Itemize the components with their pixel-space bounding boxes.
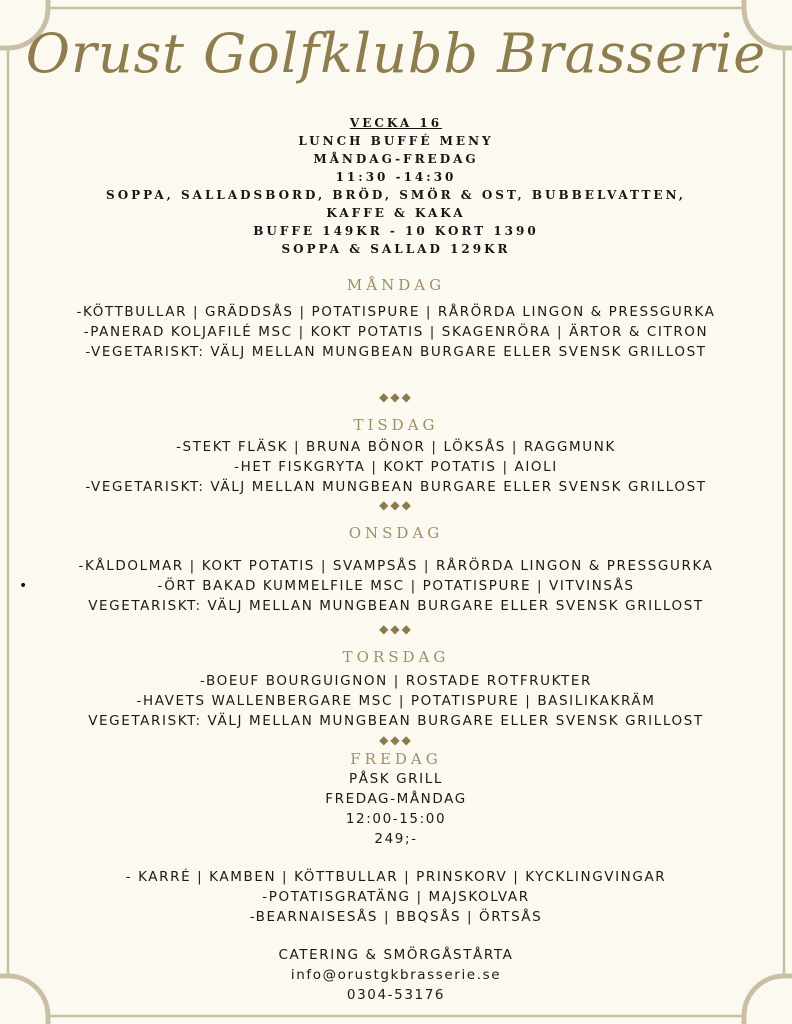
menu-item: -BEARNAISESÅS | BBQSÅS | ÖRTSÅS (249, 909, 543, 925)
wednesday-menu (0, 556, 792, 616)
menu-item: VEGETARISKT: VÄLJ MELLAN MUNGBEAN BURGARE ELLER SVENSK GRILLOST (88, 598, 704, 614)
catering-label: CATERING & SMÖRGÅSTÅRTA (278, 947, 514, 963)
day-heading-friday: FREDAG (350, 750, 442, 768)
thursday-menu (0, 671, 792, 731)
menu-item: -ÖRT BAKAD KUMMELFILE MSC | POTATISPURE | VITVINSÅS (157, 578, 635, 594)
menu-item: -POTATISGRATÄNG | MAJSKOLVAR (262, 889, 530, 905)
day-heading-tuesday: TISDAG (353, 416, 439, 434)
day-heading-wednesday: ONSDAG (348, 524, 444, 542)
contact-footer (0, 945, 792, 1005)
header-line: KAFFE & KAKA (326, 206, 466, 220)
friday-intro-line: 249;- (374, 831, 418, 847)
header-line: SOPPA, SALLADSBORD, BRÖD, SMÖR & OST, BUBBELVATTEN, (106, 188, 686, 202)
restaurant-title: Orust Golfklubb Brasserie (25, 22, 767, 85)
menu-item: - KARRÉ | KAMBEN | KÖTTBULLAR | PRINSKORV | KYCKLINGVINGAR (125, 869, 667, 885)
menu-item: -PANERAD KOLJAFILÉ MSC | KOKT POTATIS | SKAGENRÖRA | ÄRTOR & CITRON (83, 324, 709, 340)
friday-intro (0, 769, 792, 849)
header-line: LUNCH BUFFÉ MENY (298, 134, 494, 148)
menu-item: -KÖTTBULLAR | GRÄDDSÅS | POTATISPURE | RÅRÖRDA LINGON & PRESSGURKA (76, 304, 716, 320)
week-label: VECKA 16 (349, 116, 443, 130)
tuesday-menu (0, 437, 792, 497)
friday-menu (0, 867, 792, 927)
phone-number: 0304-53176 (346, 987, 446, 1003)
friday-intro-line: PÅSK GRILL (349, 771, 443, 787)
friday-intro-line: 12:00-15:00 (345, 811, 447, 827)
menu-item: -BOEUF BOURGUIGNON | ROSTADE ROTFRUKTER (199, 673, 593, 689)
divider-diamonds: ◆◆◆ (379, 498, 413, 512)
email-link[interactable]: info@orustgkbrasserie.se (290, 967, 502, 983)
list-bullet: • (19, 578, 28, 594)
menu-item: -HAVETS WALLENBERGARE MSC | POTATISPURE | BASILIKAKRÄM (136, 693, 656, 709)
day-heading-thursday: TORSDAG (342, 648, 450, 666)
header-line: BUFFE 149KR - 10 KORT 1390 (253, 224, 539, 238)
divider-diamonds: ◆◆◆ (379, 390, 413, 404)
header-line: 11:30 -14:30 (335, 170, 457, 184)
menu-item: -VEGETARISKT: VÄLJ MELLAN MUNGBEAN BURGARE ELLER SVENSK GRILLOST (85, 479, 707, 495)
header-line: MÅNDAG-FREDAG (313, 152, 479, 166)
menu-header (0, 114, 792, 258)
header-line: SOPPA & SALLAD 129KR (281, 242, 511, 256)
menu-item: VEGETARISKT: VÄLJ MELLAN MUNGBEAN BURGARE ELLER SVENSK GRILLOST (88, 713, 704, 729)
monday-menu (0, 302, 792, 362)
menu-item: -VEGETARISKT: VÄLJ MELLAN MUNGBEAN BURGARE ELLER SVENSK GRILLOST (85, 344, 707, 360)
friday-intro-line: FREDAG-MÅNDAG (325, 791, 467, 807)
divider-diamonds: ◆◆◆ (379, 622, 413, 636)
menu-item: -KÅLDOLMAR | KOKT POTATIS | SVAMPSÅS | RÅRÖRDA LINGON & PRESSGURKA (78, 558, 714, 574)
menu-item: -STEKT FLÄSK | BRUNA BÖNOR | LÖKSÅS | RAGGMUNK (176, 439, 616, 455)
divider-diamonds: ◆◆◆ (379, 733, 413, 747)
day-heading-monday: MÅNDAG (346, 276, 446, 294)
menu-item: -HET FISKGRYTA | KOKT POTATIS | AIOLI (234, 459, 558, 475)
